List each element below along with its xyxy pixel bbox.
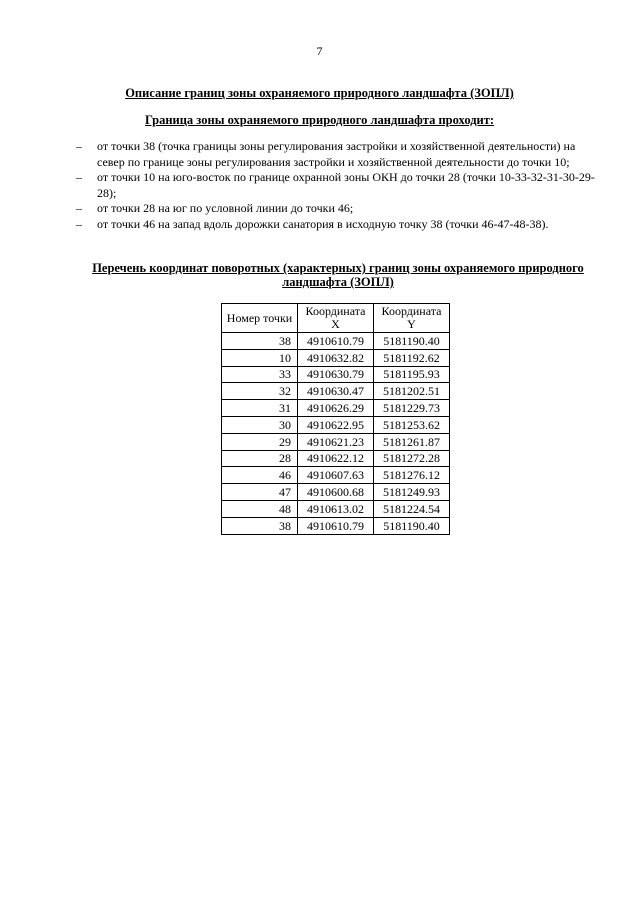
boundary-description-list: [76, 139, 596, 232]
point-number-cell: 46: [222, 467, 298, 484]
list-item: [76, 170, 596, 201]
list-dash: –: [76, 216, 82, 231]
point-number-cell: 28: [222, 450, 298, 467]
list-item-text: от точки 38 (точка границы зоны регулирования застройки и хозяйственной деятельности) на север по границе зоны регулирования застройки и хозяйственной деятельности до точки 10;: [97, 139, 576, 169]
list-item: [76, 217, 596, 233]
coordinate-y-cell: 5181229.73: [374, 400, 450, 417]
point-number-cell: 30: [222, 416, 298, 433]
coordinate-x-cell: 4910622.95: [298, 416, 374, 433]
coordinate-x-cell: 4910610.79: [298, 517, 374, 534]
coordinate-x-cell: 4910610.79: [298, 333, 374, 350]
list-item: [76, 201, 596, 217]
boundary-heading: Граница зоны охраняемого природного ландшафта проходит:: [144, 113, 495, 127]
list-dash: –: [76, 170, 82, 184]
section-heading: Описание границ зоны охраняемого природного ландшафта (ЗОПЛ): [125, 86, 514, 100]
list-item: [76, 139, 596, 170]
coordinate-x-cell: 4910630.79: [298, 366, 374, 383]
point-number-cell: 38: [222, 333, 298, 350]
table-body: [222, 333, 450, 535]
point-number-cell: 32: [222, 383, 298, 400]
coordinate-y-cell: 5181253.62: [374, 416, 450, 433]
table-row: [222, 467, 450, 484]
coordinate-x-cell: 4910630.47: [298, 383, 374, 400]
point-number-cell: 29: [222, 433, 298, 450]
coordinate-x-cell: 4910613.02: [298, 500, 374, 517]
table-row: [222, 450, 450, 467]
table-row: [222, 517, 450, 534]
list-item-text: от точки 10 на юго-восток по границе охранной зоны ОКН до точки 28 (точки 10-33-32-31-30-29-28);: [97, 170, 595, 200]
coordinate-y-cell: 5181249.93: [374, 484, 450, 501]
list-item-text: от точки 28 на юг по условной линии до точки 46;: [97, 201, 354, 215]
coordinate-y-cell: 5181195.93: [374, 366, 450, 383]
table-row: [222, 500, 450, 517]
table-row: [222, 366, 450, 383]
table-row: [222, 433, 450, 450]
coordinate-y-cell: 5181190.40: [374, 333, 450, 350]
coordinate-y-cell: 5181202.51: [374, 383, 450, 400]
coordinate-x-cell: 4910622.12: [298, 450, 374, 467]
coordinate-y-cell: 5181272.28: [374, 450, 450, 467]
table-header-row: [222, 304, 450, 333]
table-row: [222, 416, 450, 433]
coordinate-y-cell: 5181261.87: [374, 433, 450, 450]
list-dash: –: [76, 201, 82, 215]
coordinate-y-cell: 5181192.62: [374, 349, 450, 366]
coordinate-x-cell: 4910600.68: [298, 484, 374, 501]
table-row: [222, 333, 450, 350]
point-number-cell: 48: [222, 500, 298, 517]
coordinate-x-cell: 4910607.63: [298, 467, 374, 484]
table-row: [222, 400, 450, 417]
coordinate-x-cell: 4910632.82: [298, 349, 374, 366]
coordinate-y-cell: 5181224.54: [374, 500, 450, 517]
column-header-point-number: Номер точки: [222, 304, 298, 333]
point-number-cell: 47: [222, 484, 298, 501]
table-heading: Перечень координат поворотных (характерных) границ зоны охраняемого природного ландшафта (ЗОПЛ): [92, 261, 584, 289]
table-row: [222, 383, 450, 400]
column-header-coordinate-x: Координата X: [298, 304, 374, 333]
column-header-coordinate-y: Координата Y: [374, 304, 450, 333]
coordinate-x-cell: 4910626.29: [298, 400, 374, 417]
list-item-text: от точки 46 на запад вдоль дорожки санатория в исходную точку 38 (точки 46-47-48-38).: [97, 216, 549, 231]
point-number-cell: 33: [222, 366, 298, 383]
point-number-cell: 31: [222, 400, 298, 417]
coordinate-y-cell: 5181276.12: [374, 467, 450, 484]
coordinates-table: [221, 303, 450, 535]
table-row: [222, 349, 450, 366]
list-dash: –: [76, 139, 82, 153]
page-number: 7: [316, 44, 323, 58]
coordinate-x-cell: 4910621.23: [298, 433, 374, 450]
point-number-cell: 10: [222, 349, 298, 366]
table-row: [222, 484, 450, 501]
coordinate-y-cell: 5181190.40: [374, 517, 450, 534]
point-number-cell: 38: [222, 517, 298, 534]
